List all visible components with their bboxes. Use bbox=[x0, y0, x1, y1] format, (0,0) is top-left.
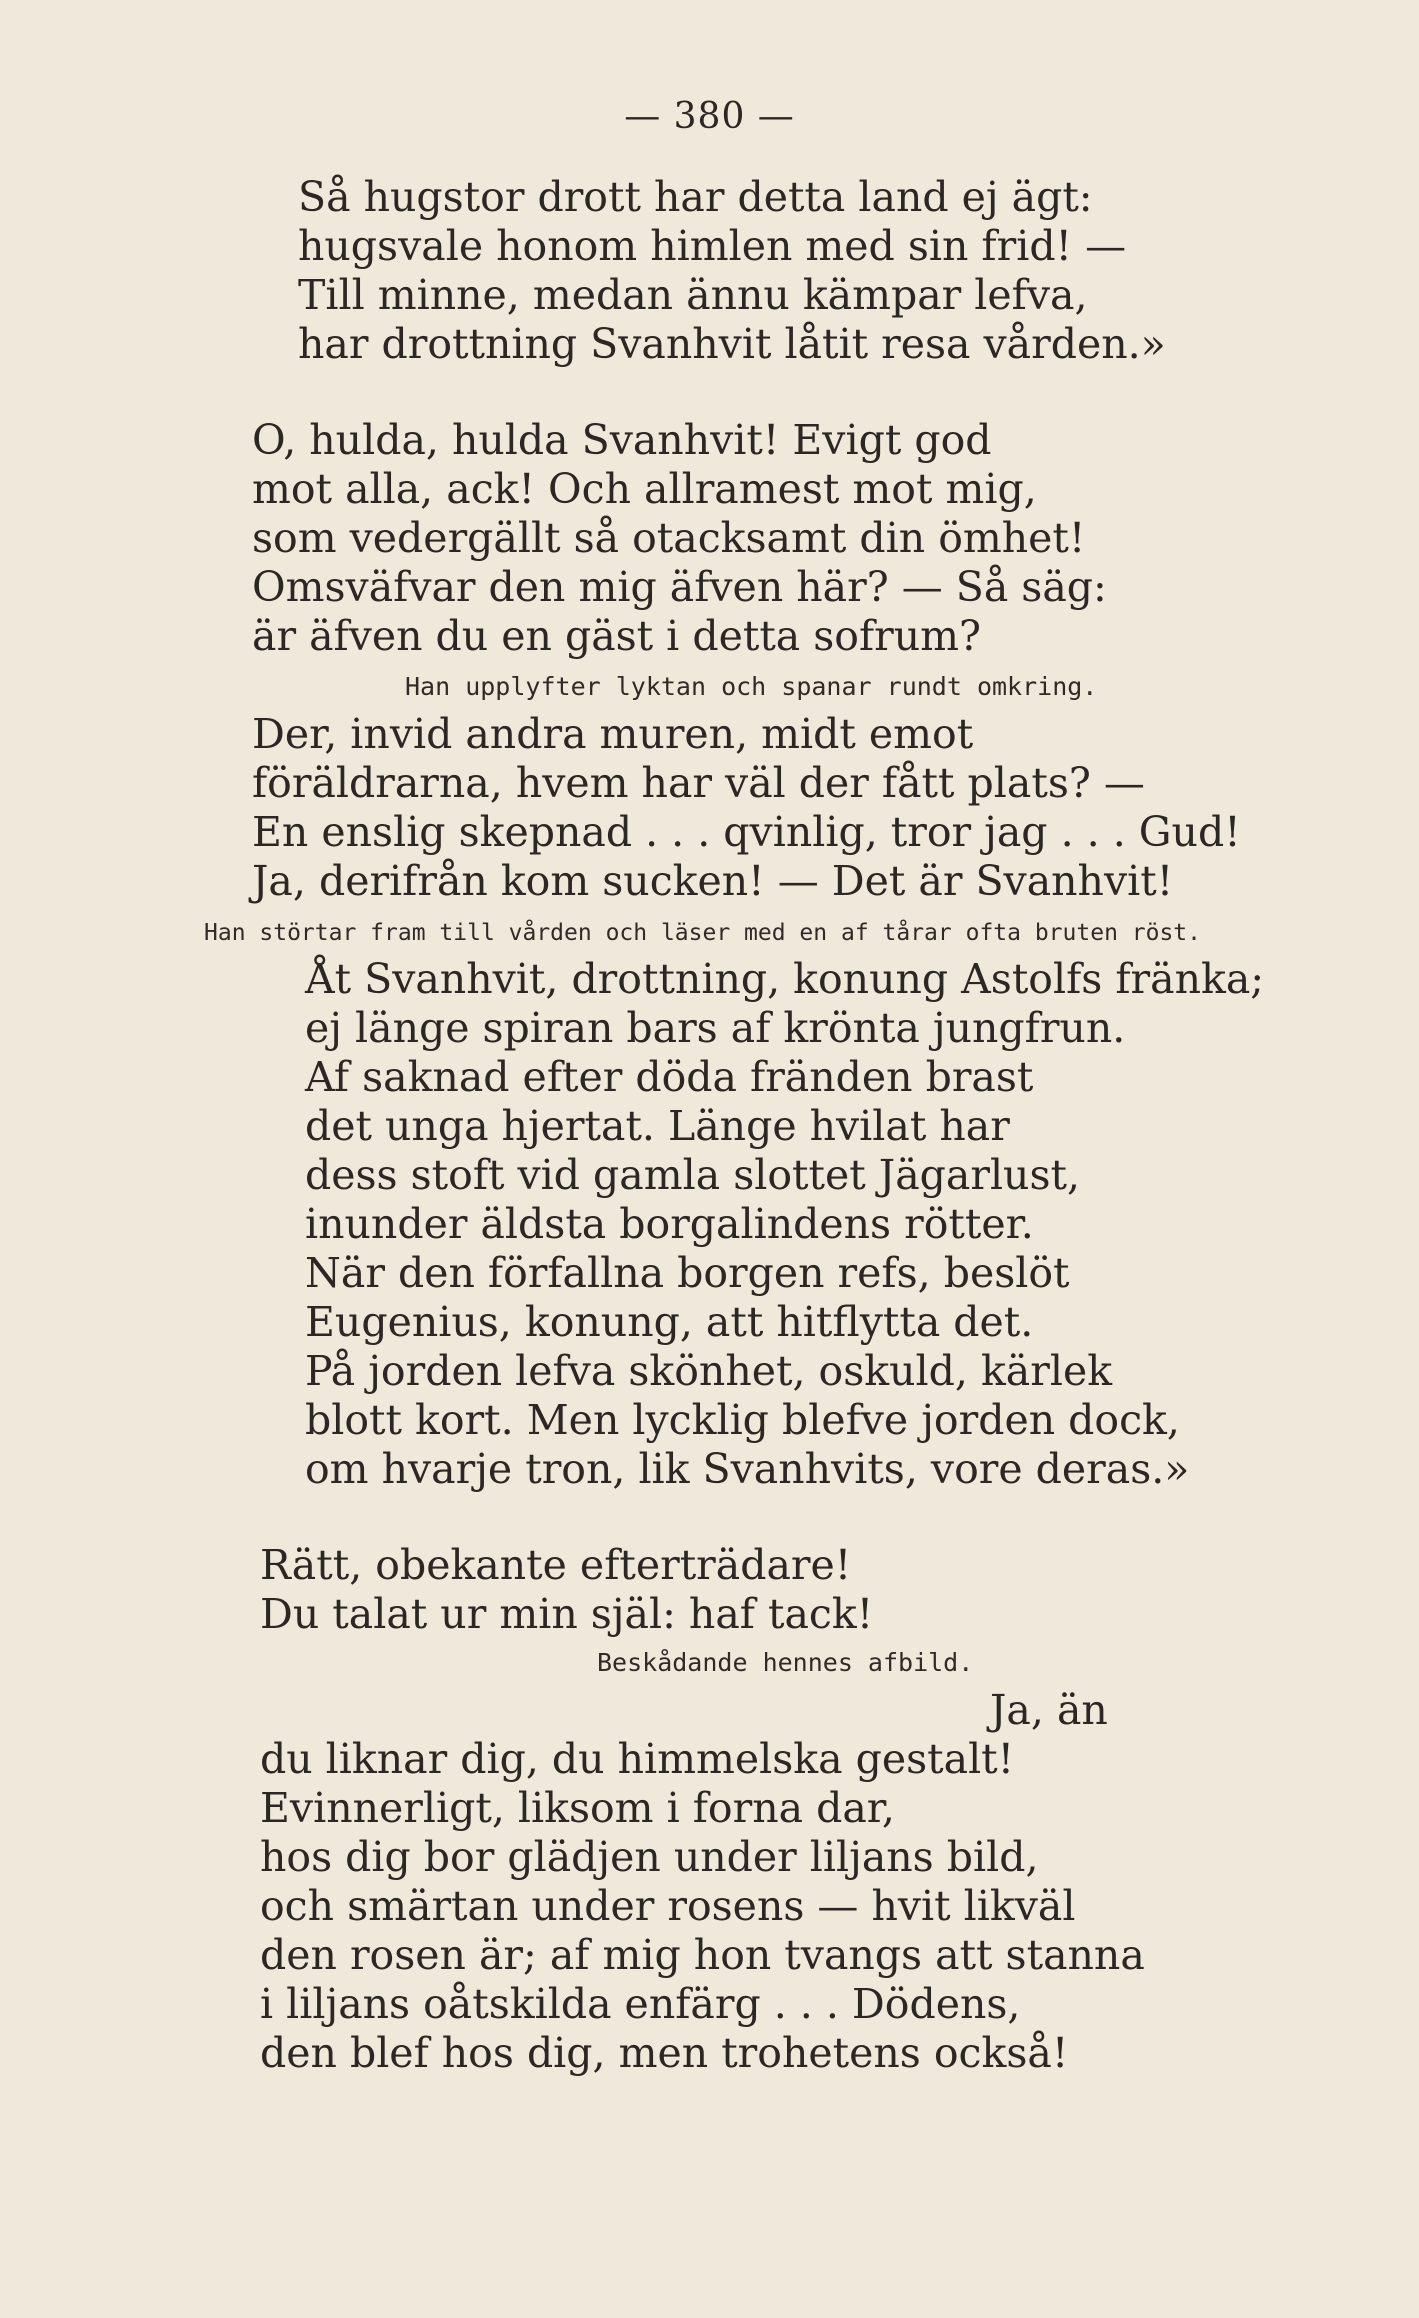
stanza1-line-3: Till minne, medan ännu kämpar lefva, bbox=[298, 271, 1088, 319]
inscription-line-2: ej länge spiran bars af krönta jungfrun. bbox=[305, 1004, 1126, 1052]
stage-direction-2: Han störtar fram till vården och läser med en af tårar ofta bruten röst. bbox=[204, 920, 1201, 946]
inscription-line-3: Af saknad efter döda fränden brast bbox=[305, 1053, 1034, 1101]
stanza5-line-start: Ja, än bbox=[990, 1686, 1108, 1734]
stanza3-line-1: Der, invid andra muren, midt emot bbox=[252, 710, 974, 758]
stanza5-line-5: den rosen är; af mig hon tvangs att stanna bbox=[260, 1931, 1145, 1979]
inscription-line-8: Eugenius, konung, att hitflytta det. bbox=[305, 1298, 1034, 1346]
stanza5-line-1: du liknar dig, du himmelska gestalt! bbox=[260, 1735, 1015, 1783]
stanza5-line-4: och smärtan under rosens — hvit likväl bbox=[260, 1882, 1076, 1930]
stanza3-line-2: föräldrarna, hvem har väl der fått plats? — bbox=[252, 759, 1145, 807]
stanza2-line-1: O, hulda, hulda Svanhvit! Evigt god bbox=[252, 416, 992, 464]
inscription-line-5: dess stoft vid gamla slottet Jägarlust, bbox=[305, 1151, 1081, 1199]
stanza3-line-4: Ja, derifrån kom sucken! — Det är Svanhvit! bbox=[252, 857, 1174, 905]
stanza4-line-1: Rätt, obekante efterträdare! bbox=[260, 1541, 852, 1589]
stanza1-line-2: hugsvale honom himlen med sin frid! — bbox=[298, 222, 1127, 270]
stanza5-line-3: hos dig bor glädjen under liljans bild, bbox=[260, 1833, 1039, 1881]
inscription-line-11: om hvarje tron, lik Svanhvits, vore deras.» bbox=[305, 1445, 1190, 1493]
stanza2-line-5: är äfven du en gäst i detta sofrum? bbox=[252, 612, 982, 660]
stanza1-line-1: Så hugstor drott har detta land ej ägt: bbox=[298, 173, 1093, 221]
stage-direction-3: Beskådande hennes afbild. bbox=[597, 1648, 974, 1677]
stanza5-line-7: den blef hos dig, men trohetens också! bbox=[260, 2029, 1069, 2077]
stanza5-line-6: i liljans oåtskilda enfärg . . . Dödens, bbox=[260, 1980, 1021, 2028]
stanza1-line-4: har drottning Svanhvit låtit resa vården.» bbox=[298, 320, 1166, 368]
inscription-line-6: inunder äldsta borgalindens rötter. bbox=[305, 1200, 1034, 1248]
stanza5-line-2: Evinnerligt, liksom i forna dar, bbox=[260, 1784, 895, 1832]
stanza2-line-4: Omsväfvar den mig äfven här? — Så säg: bbox=[252, 563, 1107, 611]
inscription-line-10: blott kort. Men lycklig blefve jorden dock, bbox=[305, 1396, 1180, 1444]
inscription-line-1: Åt Svanhvit, drottning, konung Astolfs fränka; bbox=[305, 955, 1265, 1003]
inscription-line-9: På jorden lefva skönhet, oskuld, kärlek bbox=[305, 1347, 1113, 1395]
page-number: — 380 — bbox=[624, 96, 795, 137]
stanza3-line-3: En enslig skepnad . . . qvinlig, tror jag . . . Gud! bbox=[252, 808, 1241, 856]
stanza4-line-2: Du talat ur min själ: haf tack! bbox=[260, 1590, 874, 1638]
stage-direction-1: Han upplyfter lyktan och spanar rundt omkring. bbox=[405, 672, 1098, 701]
inscription-line-7: När den förfallna borgen refs, beslöt bbox=[305, 1249, 1070, 1297]
inscription-line-4: det unga hjertat. Länge hvilat har bbox=[305, 1102, 1010, 1150]
stanza2-line-3: som vedergällt så otacksamt din ömhet! bbox=[252, 514, 1086, 562]
stanza2-line-2: mot alla, ack! Och allramest mot mig, bbox=[252, 465, 1037, 513]
